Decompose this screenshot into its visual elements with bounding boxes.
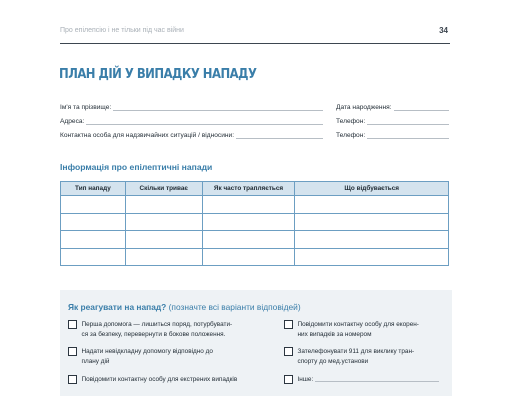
checkbox[interactable]: [68, 320, 77, 329]
address-input-line[interactable]: [86, 119, 323, 125]
address-field[interactable]: [60, 115, 323, 125]
column-header: Як часто трапляється: [202, 182, 295, 196]
address-label: Адреса:: [60, 118, 85, 125]
phone-label: Телефон:: [336, 118, 366, 125]
option-label-line: спорту до мед.установи: [297, 357, 369, 365]
table-row: [61, 213, 449, 231]
option-call-911[interactable]: [284, 347, 414, 366]
option-label: Інше:: [297, 376, 314, 383]
table-cell[interactable]: [202, 248, 295, 266]
option-label: Повідомити контактну особу для екстрених випадків: [81, 376, 238, 383]
option-label-line: ся за безпеку, перевернути в бокове положення.: [81, 330, 226, 338]
option-label-line: них випадків за номером: [297, 330, 372, 338]
birth-date-label: Дата народження:: [336, 104, 392, 111]
table-cell[interactable]: [61, 231, 126, 249]
table-cell[interactable]: [202, 213, 295, 231]
name-field[interactable]: [60, 101, 323, 111]
emergency-contact-input-line[interactable]: [236, 133, 323, 139]
page-header: [60, 24, 450, 44]
checkbox[interactable]: [284, 347, 293, 356]
table-row: [61, 231, 449, 249]
table-cell[interactable]: [295, 248, 449, 266]
response-title: [68, 302, 301, 312]
table-cell[interactable]: [295, 231, 449, 249]
table-cell[interactable]: [202, 231, 295, 249]
running-title: Про епілепсію і не тільки під час війни: [60, 27, 184, 34]
option-label-line: Перша допомога — лишиться поряд, потурбувати-: [81, 321, 233, 328]
birth-date-input-line[interactable]: [394, 105, 449, 111]
response-title-question: Як реагувати на напад?: [68, 302, 167, 312]
table-cell[interactable]: [125, 231, 202, 249]
option-label: [298, 320, 419, 339]
option-label-line: Надати невідкладну допомогу відповідно до: [81, 348, 213, 355]
table-cell[interactable]: [125, 196, 202, 214]
option-emergency-help[interactable]: [68, 347, 213, 366]
option-label: [298, 347, 415, 366]
seizure-table: [60, 181, 449, 266]
page-number: 34: [439, 26, 448, 35]
column-header: Що відбувається: [295, 182, 449, 196]
emergency-contact-label: Контактна особа для надзвичайних ситуацій / відносини:: [60, 132, 235, 139]
emergency-phone-input-line[interactable]: [367, 133, 449, 139]
option-notify-contact[interactable]: [284, 320, 419, 339]
table-cell[interactable]: [61, 213, 126, 231]
table-cell[interactable]: [202, 196, 295, 214]
emergency-contact-field[interactable]: [60, 129, 323, 139]
table-row: [61, 248, 449, 266]
option-label: [82, 347, 213, 366]
column-header: Тип нападу: [61, 182, 126, 196]
table-row: [61, 196, 449, 214]
table-cell[interactable]: [125, 213, 202, 231]
checkbox[interactable]: [284, 375, 293, 384]
response-panel: [60, 290, 452, 396]
option-label: [82, 320, 233, 339]
option-label-line: плану дій: [81, 357, 110, 365]
other-input-line[interactable]: [315, 375, 439, 382]
column-header: Скільки триває: [125, 182, 202, 196]
option-label-line: Повідомити контактну особу для екорен-: [297, 321, 419, 328]
table-cell[interactable]: [61, 248, 126, 266]
emergency-phone-field[interactable]: [336, 129, 449, 139]
emergency-phone-label: Телефон:: [336, 132, 366, 139]
response-title-note: (позначте всі варіанти відповідей): [166, 302, 301, 312]
option-other[interactable]: [284, 375, 439, 385]
table-cell[interactable]: [61, 196, 126, 214]
name-input-line[interactable]: [113, 105, 323, 111]
table-cell[interactable]: [295, 196, 449, 214]
checkbox[interactable]: [68, 347, 77, 356]
seizure-info-title: Інформація про епілептичні напади: [60, 162, 213, 172]
checkbox[interactable]: [284, 320, 293, 329]
option-label-line: Зателефонувати 911 для виклику тран-: [297, 348, 415, 355]
page-title: ПЛАН ДІЙ У ВИПАДКУ НАПАДУ: [59, 66, 257, 82]
name-label: Ім'я та прізвище:: [60, 104, 112, 111]
table-cell[interactable]: [125, 248, 202, 266]
option-notify-emergency-contact[interactable]: [68, 375, 237, 385]
table-header-row: [61, 182, 449, 196]
table-cell[interactable]: [295, 213, 449, 231]
option-first-aid[interactable]: [68, 320, 232, 339]
phone-input-line[interactable]: [367, 119, 449, 125]
checkbox[interactable]: [68, 375, 77, 384]
phone-field[interactable]: [336, 115, 449, 125]
birth-date-field[interactable]: [336, 101, 449, 111]
